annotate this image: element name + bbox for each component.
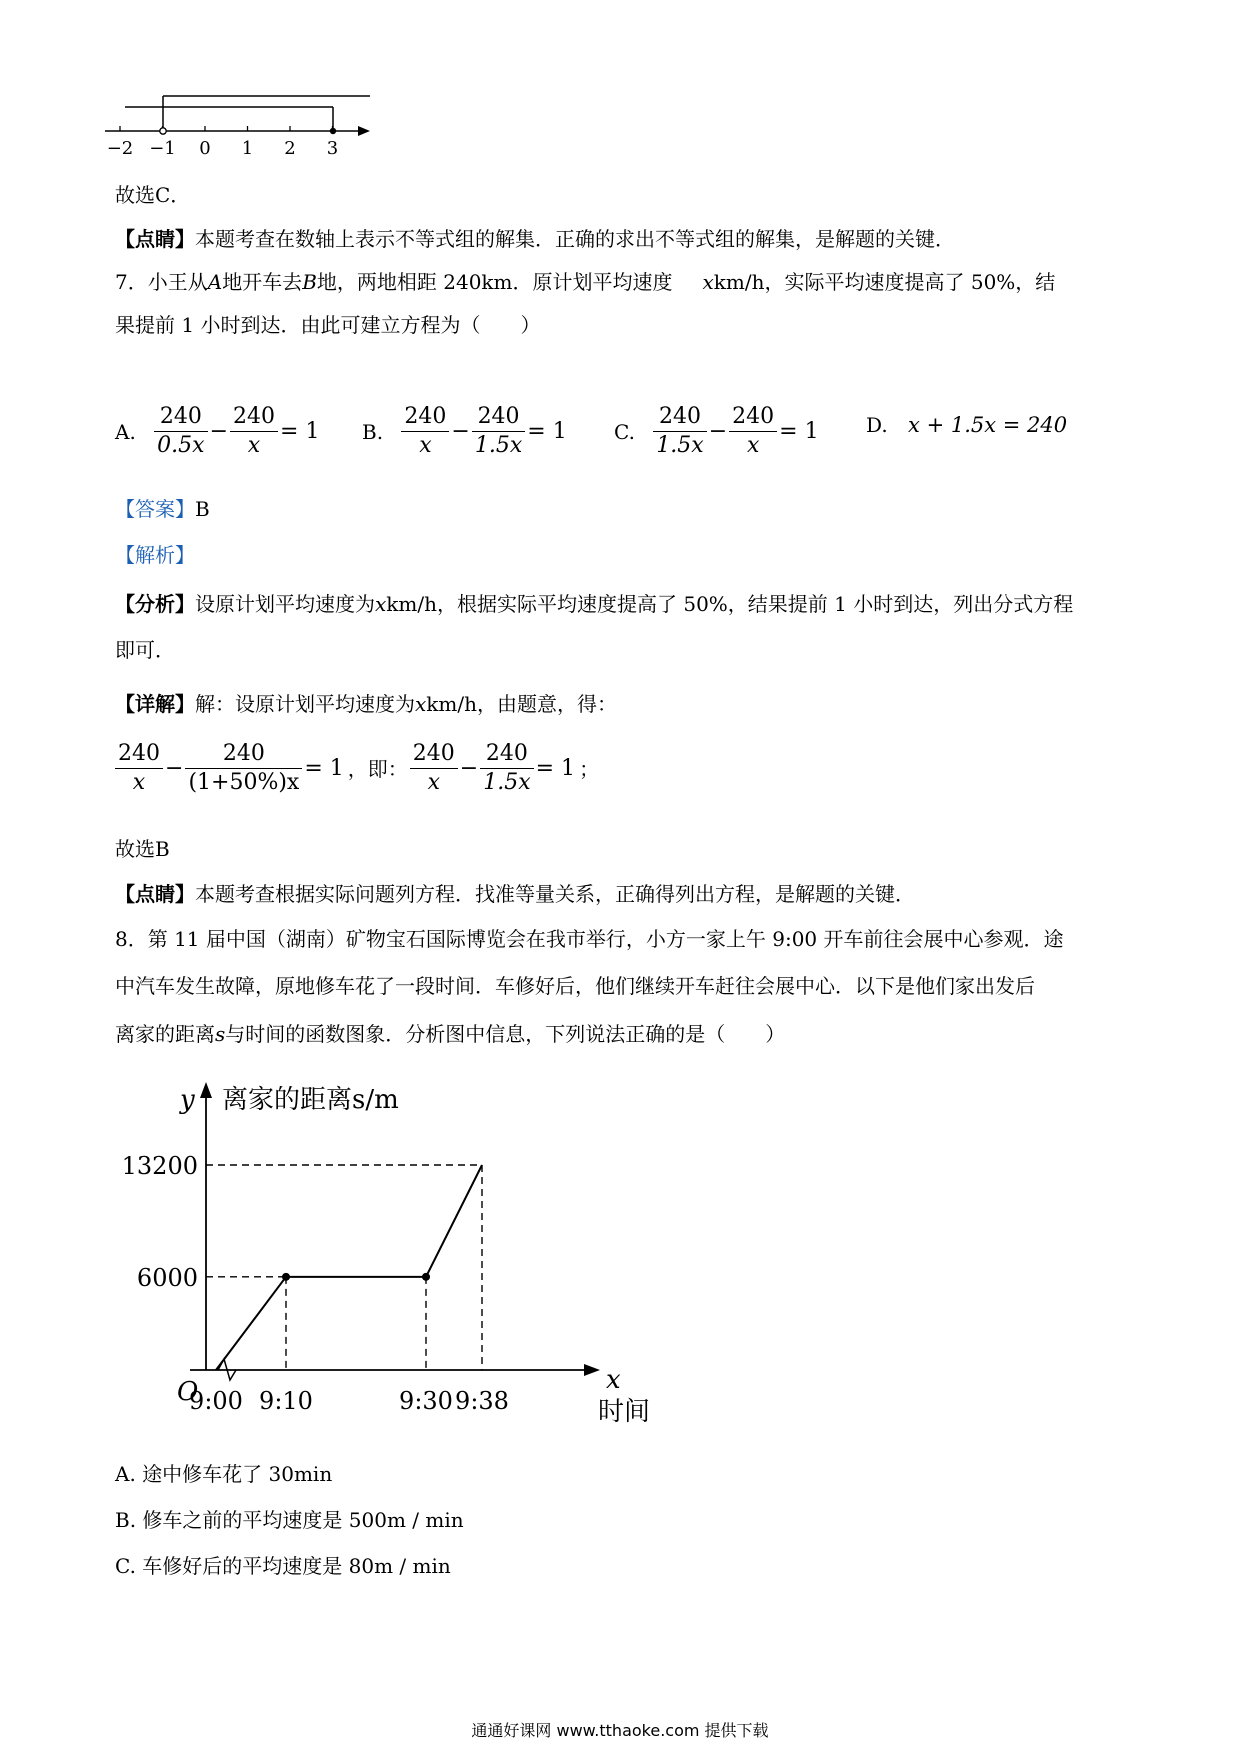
fraction	[154, 403, 207, 460]
tick-label: −2	[106, 138, 134, 159]
q7-option-c	[614, 403, 821, 460]
stem-text: 与时间的函数图象．分析图中信息，下列说法正确的是（ ）	[225, 1022, 786, 1046]
numerator: 240	[115, 740, 163, 769]
tick-label: 0	[199, 138, 211, 159]
denominator: x	[427, 770, 440, 795]
minus-sign: −	[209, 418, 229, 444]
q7-fenxi-line1	[115, 590, 1073, 618]
data-point	[422, 1273, 430, 1281]
end-mark: ；	[579, 756, 600, 781]
minus-sign: −	[165, 755, 184, 781]
note-tag: 【点睛】	[115, 227, 195, 251]
minus-sign: −	[451, 418, 470, 444]
note-tag: 【点睛】	[115, 882, 195, 906]
q8-option-b: B. 修车之前的平均速度是 500m / min	[115, 1508, 464, 1532]
q8-option-a: A. 途中修车花了 30min	[115, 1462, 333, 1486]
numerator: 240	[653, 403, 706, 432]
y-axis-label: 离家的距离s/m	[222, 1085, 399, 1115]
fenxi-text: km/h，根据实际平均速度提高了 50%，结果提前 1 小时到达，列出分式方程	[386, 592, 1074, 616]
answer-tag: 【答案】	[115, 497, 195, 521]
numerator: 240	[154, 403, 207, 432]
axis-arrow	[358, 126, 370, 136]
q7-answer	[115, 495, 210, 523]
open-point-minus-one	[160, 128, 166, 134]
q7-option-d	[866, 403, 1069, 445]
equals-one: = 1	[280, 418, 320, 444]
option-expression: x + 1.5x = 240	[908, 412, 1068, 437]
fenxi-tag: 【分析】	[115, 592, 195, 616]
q8-option-c: C. 车修好后的平均速度是 80m / min	[115, 1554, 451, 1578]
numerator: 240	[472, 403, 525, 432]
option-label: B.	[362, 419, 384, 444]
x-axis-variable: x	[606, 1365, 621, 1395]
fraction	[185, 740, 302, 797]
option-label: D.	[866, 412, 888, 437]
tick-label: −1	[149, 138, 176, 159]
fraction	[115, 740, 163, 797]
fraction	[410, 740, 458, 797]
page-footer: 通通好课网 www.tthaoke.com 提供下载	[471, 1721, 769, 1740]
numerator: 240	[480, 740, 533, 769]
answer-value: B	[195, 497, 210, 521]
x-tick-label: 9:30	[399, 1387, 453, 1415]
numerator: 240	[410, 740, 458, 769]
tick-label: 2	[284, 138, 296, 159]
denominator: x	[132, 770, 146, 795]
detail-text: km/h，由题意，得：	[426, 692, 617, 716]
origin-label: O	[177, 1377, 199, 1407]
stem-text: 地，两地相距 240km．原计划平均速度	[316, 270, 673, 294]
fraction	[472, 403, 525, 460]
q7-note	[115, 880, 915, 908]
denominator: 1.5x	[474, 433, 523, 458]
equals-one: = 1	[779, 418, 819, 444]
equals-one: = 1	[304, 755, 344, 781]
distance-time-chart	[0, 1070, 700, 1440]
denominator: (1+50%)x	[188, 770, 300, 795]
q7-option-a	[115, 403, 321, 460]
fenxi-text: 设原计划平均速度为	[195, 592, 375, 616]
denominator: x	[419, 433, 432, 458]
equals-one: = 1	[527, 418, 567, 444]
stem-text: 地开车去	[222, 270, 303, 294]
y-axis-variable: y	[180, 1085, 195, 1115]
denominator: 1.5x	[483, 770, 531, 795]
number-line-figure	[100, 88, 390, 168]
note-text: 本题考查在数轴上表示不等式组的解集．正确的求出不等式组的解集，是解题的关键．	[195, 227, 955, 251]
stem-text: km/h，实际平均速度提高了 50%，结	[713, 270, 1056, 294]
stem-text: 离家的距离	[115, 1022, 215, 1046]
option-label: A.	[115, 419, 136, 444]
denominator: x	[746, 433, 760, 458]
x-tick-label: 9:38	[455, 1387, 509, 1415]
detail-text: 解：设原计划平均速度为	[195, 692, 415, 716]
filled-point-three	[330, 128, 336, 134]
numerator: 240	[729, 403, 777, 432]
fraction	[401, 403, 449, 460]
var-x: x	[702, 270, 714, 294]
series-line	[216, 1165, 482, 1370]
q7-fenxi-line2: 即可．	[115, 638, 175, 662]
minus-sign: −	[708, 418, 728, 444]
numerator: 240	[401, 403, 449, 432]
detail-tag: 【详解】	[115, 692, 195, 716]
equals-one: = 1	[535, 755, 576, 781]
minus-sign: −	[459, 755, 479, 781]
q8-stem-line3	[115, 1020, 785, 1048]
x-axis-label: 时间	[598, 1397, 651, 1427]
var-x: x	[415, 692, 427, 716]
chart-marks	[122, 1152, 509, 1415]
separator-text: ，即：	[347, 756, 408, 781]
numerator: 240	[230, 403, 278, 432]
tick-label: 3	[326, 138, 339, 159]
fraction	[480, 740, 533, 797]
tick-label: 1	[241, 138, 254, 159]
stem-text: 7．小王从	[115, 270, 208, 294]
x-tick-label: 9:10	[259, 1387, 313, 1415]
data-point	[282, 1273, 290, 1281]
y-axis-arrow	[200, 1082, 212, 1098]
option-label: C.	[614, 419, 635, 444]
var-a: A	[207, 270, 223, 294]
q7-detail-line	[115, 690, 617, 718]
q7-stem-line2: 果提前 1 小时到达．由此可建立方程为（ ）	[115, 313, 541, 337]
q8-stem-line2: 中汽车发生故障，原地修车花了一段时间．车修好后，他们继续开车赶往会展中心．以下是他们家出发后	[115, 974, 1035, 998]
note-text: 本题考查根据实际问题列方程．找准等量关系，正确得列出方程，是解题的关键．	[195, 882, 915, 906]
fraction	[653, 403, 706, 460]
var-s: s	[215, 1022, 226, 1046]
q6-note	[115, 225, 955, 253]
numerator: 240	[185, 740, 302, 769]
var-x: x	[375, 592, 387, 616]
q6-conclusion: 故选C．	[115, 183, 191, 207]
denominator: x	[247, 433, 261, 458]
fraction	[729, 403, 777, 460]
q7-stem-line1	[115, 268, 1055, 296]
denominator: 0.5x	[157, 433, 205, 458]
x-axis-arrow	[584, 1364, 600, 1376]
q7-conclusion: 故选B	[115, 837, 170, 861]
q7-solution-equation	[115, 740, 601, 797]
q7-option-b	[362, 403, 569, 460]
q7-analysis-tag: 【解析】	[115, 543, 195, 567]
q8-stem-line1: 8．第 11 届中国（湖南）矿物宝石国际博览会在我市举行，小方一家上午 9:00 开车前往会展中心参观．途	[115, 927, 1064, 951]
axis-tick-labels	[107, 138, 339, 159]
denominator: 1.5x	[656, 433, 704, 458]
fraction	[230, 403, 278, 460]
var-b: B	[302, 270, 317, 294]
x-tick-label: 9:00	[189, 1387, 243, 1415]
y-tick-label: 13200	[121, 1152, 198, 1180]
y-tick-label: 6000	[136, 1263, 198, 1292]
